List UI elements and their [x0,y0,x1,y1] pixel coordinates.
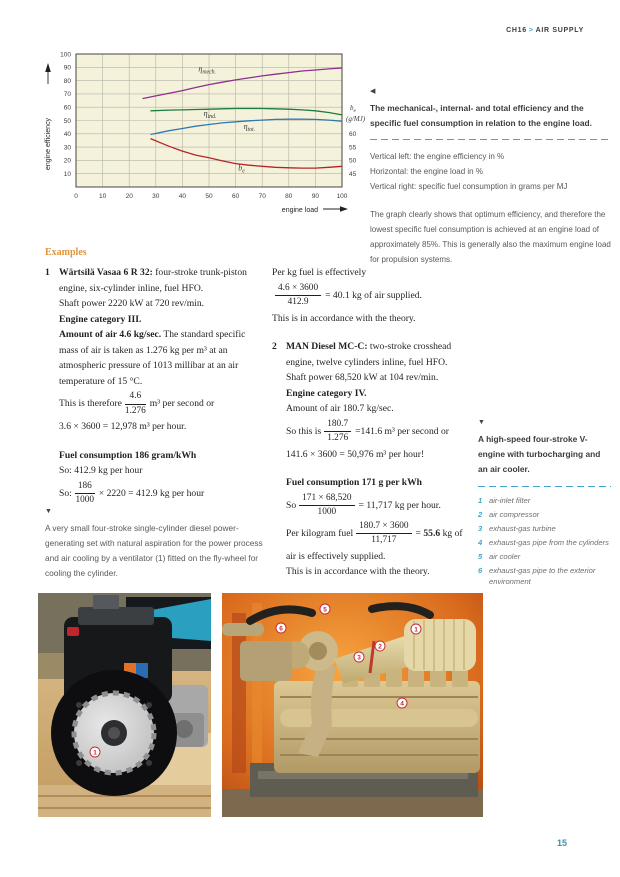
fraction: $\frac{4.6}{1.276}$ [124,391,146,416]
svg-text:60: 60 [349,131,357,139]
photo-genset [38,593,211,822]
svg-text:80: 80 [285,193,293,200]
formula: So $\frac{171 \times 68,520}{1000}$ = 11,717 kg per hour. [286,492,441,517]
genset-photo-illustration [38,593,211,817]
fraction: $\frac{4.6 \times 3600}{412.9}$ [275,283,321,309]
svg-text:3: 3 [357,654,361,662]
figure-caption-paragraph: The graph clearly shows that optimum efficiency, and therefore the lowest specific fuel consumption is achieved at an engine load of approximately 85%. This is generally also the maximum engine load for propulsion systems. [370,210,611,264]
legend-item: 2 air compressor [478,510,540,519]
legend-item: 6 exhaust-gas pipe to the exterior environment [478,566,596,586]
figure-caption-bold: The mechanical-, internal- and total efficiency and the specific fuel consumption in relation to the engine load. [370,103,592,128]
svg-text:0: 0 [74,193,78,200]
example-1-shaft: Shaft power 2220 kW at 720 rev/min. [59,298,205,309]
formula-line: 3.6 × 3600 = 12,978 m³ per hour. [59,421,187,432]
svg-text:50: 50 [349,157,357,165]
legend-item: 3 exhaust-gas turbine [478,524,556,533]
efficiency-chart [36,46,376,227]
svg-text:50: 50 [63,117,71,125]
svg-text:(g/MJ): (g/MJ) [346,115,366,123]
svg-text:20: 20 [125,193,133,200]
vengine-caption-text: A high-speed four-stroke V-engine with turbocharging and an air cooler. [478,434,601,474]
page-number: 15 [557,838,568,848]
example-2-fuel-heading: Fuel consumption 171 g per kWh [286,477,423,488]
example-2-shaft: Shaft power 68,520 kW at 104 rev/min. [286,372,439,383]
formula: This is therefore $\frac{4.6}{1.276}$ m³ per second or [59,391,215,416]
fraction: $\frac{180.7 \times 3600}{11,717}$ [356,521,411,547]
example-1-fuel-heading: Fuel consumption 186 gram/kWh [59,449,197,461]
breadcrumb-separator: > [528,27,534,34]
legend-line: Vertical left: the engine efficiency in % [370,152,505,161]
example-2: 2 MAN Diesel MC-C: two-stroke crosshead engine, twelve cylinders inline, fuel HFO. Shaft power 68,520 kW at 104 rev/min. Engine category IV. Amount of air 180.7 kg/sec. So this is $\frac{180.7}{1.276}$ =141.6 m³ per second or 141.6 × 3600 = 50,976 m³ per hour! Fuel consumption 171 g per kWh So $\frac{171 \times 68,520}{1000}$ = 11,717 kg per hour. Per kilogram fuel $\frac{180.7 \times 3600}{11,717}$ = 55.6 kg of air is effectively supplied. This is in accordance with the theory. [272,339,474,580]
caption-rule [370,139,612,140]
svg-text:90: 90 [311,193,320,200]
legend-item: 5 air cooler [478,552,521,561]
caption-rule [478,486,611,487]
example-1 [45,265,262,509]
example-2-intro: MAN Diesel MC-C: two-stroke crosshead engine, twelve cylinders inline, fuel HFO. [286,341,452,368]
example-1-check: Per kg fuel is effectively $\frac{4.6 \times 3600}{412.9}$ = 40.1 kg of air supplied. This is in accordance with the theory. [272,265,474,326]
efficiency-chart-svg [36,46,376,222]
example-2-category: Engine category IV. [286,387,367,399]
formula: So this is $\frac{180.7}{1.276}$ =141.6 m³ per second or [286,418,449,443]
svg-text:100: 100 [60,51,71,59]
svg-text:20: 20 [63,157,71,165]
svg-text:4: 4 [400,700,404,708]
legend-line: Vertical right: specific fuel consumption in grams per MJ [370,182,568,191]
example-2-column [272,265,474,580]
formula: Per kilogram fuel $\frac{180.7 \times 3600}{11,717}$ = 55.6 kg of [286,520,463,545]
svg-text:70: 70 [63,91,71,99]
svg-text:30: 30 [63,144,71,152]
formula-line: 141.6 × 3600 = 50,976 m³ per hour! [286,448,425,460]
fraction: $\frac{171 \times 68,520}{1000}$ [299,493,354,519]
example-2-air: Amount of air 180.7 kg/sec. [286,403,394,414]
legend-line: Horizontal: the engine load in % [370,167,483,176]
svg-text:80: 80 [63,77,71,85]
example-number: 2 [272,341,277,352]
formula: So: $\frac{186}{1000}$ × 2220 = 412.9 kg per hour [59,480,205,505]
legend-item: 4 exhaust-gas pipe from the cylinders [478,538,609,547]
example-1-air: Amount of air 4.6 kg/sec. The standard specific mass of air is taken as 1.276 kg per m³ at an atmospheric pressure of 1013 millibar at an air temperature of 15 °C. [59,329,246,387]
figure-legend [370,149,612,194]
svg-text:10: 10 [98,193,107,200]
svg-text:engine efficiency: engine efficiency [45,117,52,171]
legend-item: 1 air-inlet filter [478,496,531,505]
svg-text:ηind.: $\eta_{ind.}$ [203,108,217,120]
genset-caption [45,508,273,581]
examples-heading: Examples [45,247,87,258]
vengine-photo-illustration [222,593,483,817]
svg-text:60: 60 [231,193,240,200]
svg-text:70: 70 [258,193,266,200]
svg-text:1: 1 [93,749,97,757]
svg-text:be: $b_e$ [350,104,356,114]
svg-text:40: 40 [63,131,71,139]
figure-caption-top [370,88,612,267]
svg-text:90: 90 [63,64,71,72]
chapter-label: CH16 [506,27,527,34]
svg-text:100: 100 [336,193,348,200]
example-1-fuel-line: So: 412.9 kg per hour [59,465,143,476]
svg-text:ηmech.: $\eta_{mech.}$ [198,64,217,76]
photo-callouts [90,747,100,757]
svg-text:50: 50 [205,193,213,200]
photo-vengine [222,593,483,822]
genset-caption-text: A very small four-stroke single-cylinder diesel power-generating set with natural aspiration for the power process and air cooling by a ventilator (1) fitted on the fly-wheel for cooling the cylinder. [45,523,263,578]
svg-text:1: 1 [414,626,418,634]
vengine-caption [478,419,611,590]
formula: $\frac{4.6 \times 3600}{412.9}$ = 40.1 kg of air supplied. [272,283,474,309]
svg-text:40: 40 [178,193,187,200]
vengine-legend-list [478,495,611,587]
example-1-category: Engine category III. [59,313,142,325]
svg-text:60: 60 [63,104,71,112]
svg-text:engine load: engine load [281,207,318,214]
svg-text:30: 30 [152,193,160,200]
svg-text:be: $b_e$ [238,163,245,175]
svg-text:5: 5 [323,606,327,614]
section-title: AIR SUPPLY [535,27,584,34]
svg-text:10: 10 [63,171,71,178]
fraction: $\frac{186}{1000}$ [75,480,95,505]
svg-text:45: 45 [349,171,357,178]
down-arrow-icon: ▼ [45,508,52,515]
svg-text:6: 6 [279,625,283,633]
down-arrow-icon: ▼ [478,419,485,426]
left-arrow-icon: ◀ [370,88,376,95]
fraction: $\frac{180.7}{1.276}$ [324,419,351,445]
svg-text:2: 2 [378,643,382,651]
svg-text:55: 55 [349,144,357,152]
example-number: 1 [45,267,50,278]
example-1-intro: Wärtsilä Vasaa 6 R 32: four-stroke trunk-piston engine, six-cylinder inline, fuel HFO. [59,267,247,294]
svg-text:ηtot.: $\eta_{tot.}$ [243,122,256,134]
breadcrumb [506,27,584,34]
